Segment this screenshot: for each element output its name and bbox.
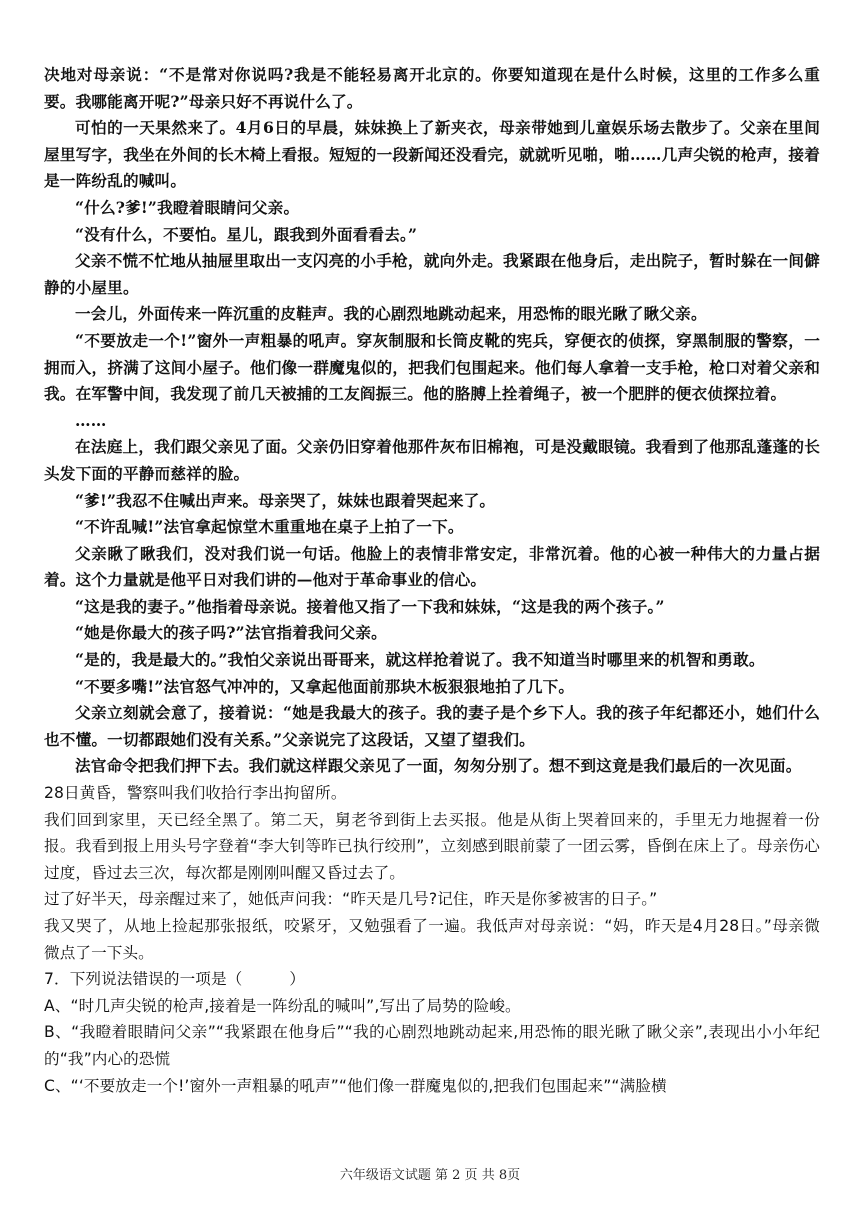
paragraph-12: “这是我的妻子。”他指着母亲说。接着他又指了一下我和妹妹，“这是我的两个孩子。”: [75, 596, 665, 616]
paragraph-3: “没有什么，不要怕。星儿，跟我到外面看看去。”: [75, 224, 418, 244]
ellipsis-line: ……: [75, 410, 107, 430]
paragraph-10: “不许乱喊!”法官拿起惊堂木重重地在桌子上拍了一下。: [75, 517, 464, 537]
paragraph-0: 决地对母亲说：“不是常对你说吗?我是不能轻易离开北京的。你要知道现在是什么时候，这里的工作多么重要。我哪能离开呢?”母亲只好不再说什么了。: [44, 65, 820, 111]
question-7-option-b: B、“我瞪着眼睛问父亲”“我紧跟在他身后”“我的心剧烈地跳动起来,用恐怖的眼光瞅了瞅父亲”,表现出小小年纪的“我”内心的恐慌: [44, 1023, 820, 1068]
paragraph-16: 父亲立刻就会意了，接着说：“她是我最大的孩子。我的妻子是个乡下人。我的孩子年纪都还小，她们什么也不懂。一切都跟她们没有关系。”父亲说完了这段话，又望了望我们。: [44, 703, 820, 749]
document-body: [44, 62, 820, 1099]
question-7-option-a: A、“时几声尖锐的枪声,接着是一阵纷乱的喊叫”,写出了局势的险峻。: [44, 996, 521, 1015]
paragraph-13: “她是你最大的孩子吗?”法官指着我问父亲。: [75, 623, 387, 643]
paragraph-4: 父亲不慌不忙地从抽屉里取出一支闪亮的小手枪，就向外走。我紧跟在他身后，走出院子，暂时躲在一间僻静的小屋里。: [44, 251, 820, 297]
paragraph-17: 法官命令把我们押下去。我们就这样跟父亲见了一面，匆匆分别了。想不到这竟是我们最后的一次见面。: [75, 756, 802, 776]
paragraph-20: 过了好半天，母亲醒过来了，她低声问我：“昨天是几号?记住，昨天是你爹被害的日子。”: [44, 890, 658, 909]
paragraph-5: 一会儿，外面传来一阵沉重的皮鞋声。我的心剧烈地跳动起来，用恐怖的眼光瞅了瞅父亲。: [75, 304, 707, 324]
paragraph-15: “不要多嘴!”法官怒气冲冲的，又拿起他面前那块木板狠狠地拍了几下。: [75, 676, 575, 696]
paragraph-19: 我们回到家里，天已经全黑了。第二天，舅老爷到街上去买报。他是从街上哭着回来的，手里无力地握着一份报。我看到报上用头号字登着“李大钊等昨已执行绞刑”，立刻感到眼前蒙了一团云雾，昏倒在床上了。母亲伤心过度，昏过去三次，每次都是刚刚叫醒又昏过去了。: [44, 810, 820, 882]
paragraph-14: “是的，我是最大的。”我怕父亲说出哥哥来，就这样抢着说了。我不知道当时哪里来的机智和勇敢。: [75, 650, 765, 670]
paragraph-2: “什么?爹!”我瞪着眼睛问父亲。: [75, 197, 300, 217]
paragraph-8: 在法庭上，我们跟父亲见了面。父亲仍旧穿着他那件灰布旧棉袍，可是没戴眼镜。我看到了他那乱蓬蓬的长头发下面的平静而慈祥的脸。: [44, 437, 820, 483]
paragraph-21: 我又哭了，从地上捡起那张报纸，咬紧牙，又勉强看了一遍。我低声对母亲说：“妈，昨天是4月28日。”母亲微微点了一下头。: [44, 917, 820, 962]
paragraph-6: “不要放走一个!”窗外一声粗暴的吼声。穿灰制服和长筒皮靴的宪兵，穿便衣的侦探，穿黑制服的警察，一拥而入，挤满了这间小屋子。他们像一群魔鬼似的，把我们包围起来。他们每人拿着一支手枪，枪口对着父亲和我。在军警中间，我发现了前几天被捕的工友阎振三。他的胳膊上拴着绳子，被一个肥胖的便衣侦探拉着。: [44, 330, 820, 404]
paragraph-1: 可怕的一天果然来了。4月6日的早晨，妹妹换上了新夹衣，母亲带她到儿童娱乐场去散步了。父亲在里间屋里写字，我坐在外间的长木椅上看报。短短的一段新闻还没看完，就就听见啪，啪……几声尖锐的枪声，接着是一阵纷乱的喊叫。: [44, 118, 820, 191]
paragraph-9: “爹!”我忍不住喊出声来。母亲哭了，妹妹也跟着哭起来了。: [75, 490, 496, 510]
question-7-option-c: C、“‘不要放走一个!’窗外一声粗暴的吼声”“他们像一群魔鬼似的,把我们包围起来”“满脸横: [44, 1076, 667, 1095]
paragraph-18: 28日黄昏，警察叫我们收拾行李出拘留所。: [44, 784, 347, 803]
question-7-stem: 7．下列说法错误的一项是（ ）: [44, 970, 306, 989]
paragraph-11: 父亲瞅了瞅我们，没对我们说一句话。他脸上的表情非常安定，非常沉着。他的心被一种伟大的力量占据着。这个力量就是他平日对我们讲的—他对于革命事业的信心。: [44, 543, 820, 590]
page-footer: 六年级语文试题 第 2 页 共 8页: [339, 1168, 521, 1183]
